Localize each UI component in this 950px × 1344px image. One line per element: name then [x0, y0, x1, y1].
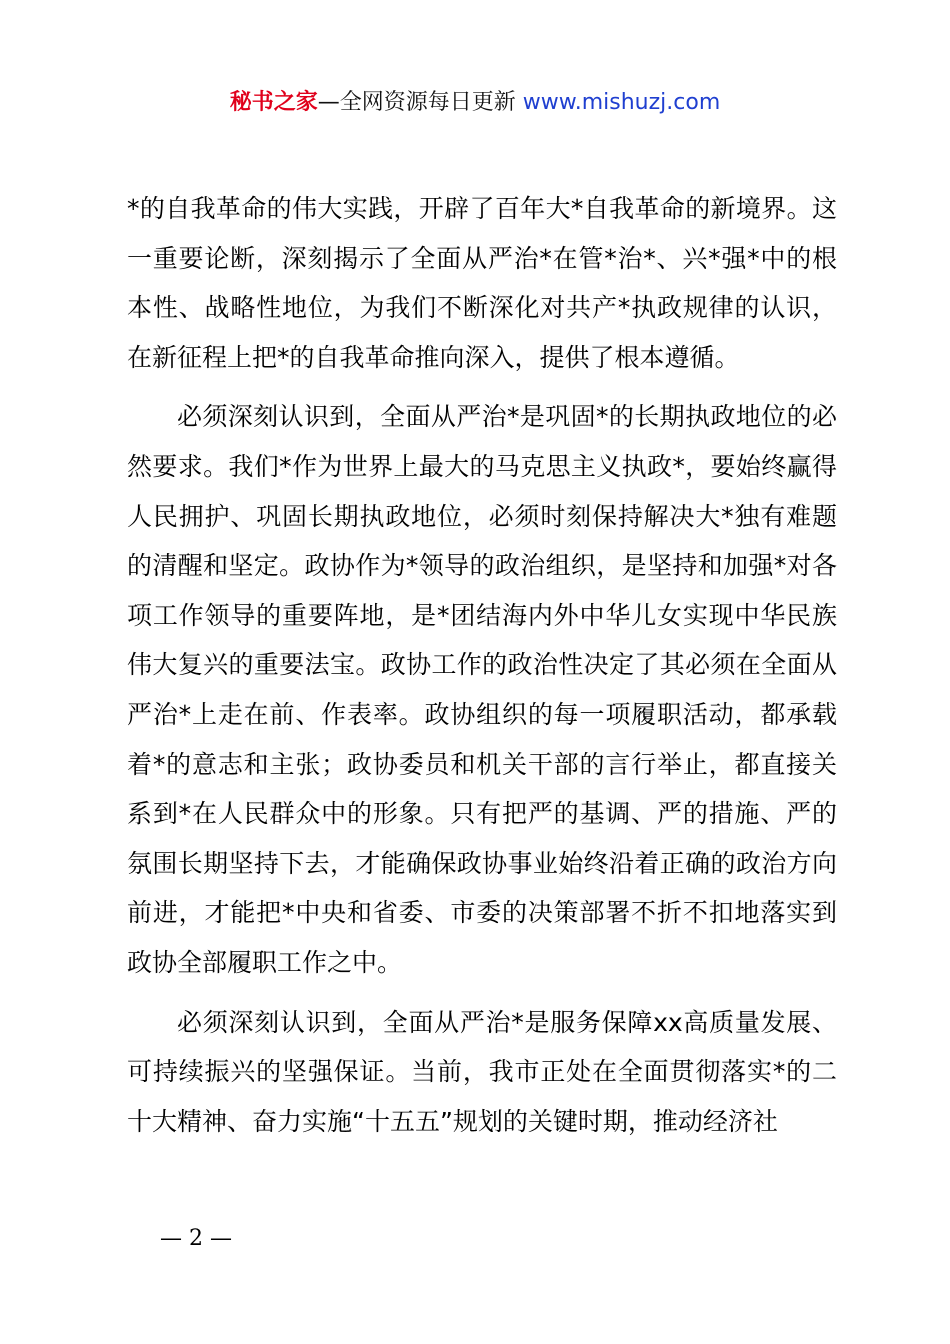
paragraph: 必须深刻认识到，全面从严治*是服务保障xx高质量发展、可持续振兴的坚强保证。当前，我市正处在全面贯彻落实*的二十大精神、奋力实施“十五五”规划的关键时期，推动经济社	[127, 1007, 837, 1136]
document-body	[127, 184, 837, 1146]
header-tagline: —全网资源每日更新	[317, 90, 516, 115]
site-url-link[interactable]: www.mishuzj.com	[522, 90, 721, 115]
paragraph: 必须深刻认识到，全面从严治*是巩固*的长期执政地位的必然要求。我们*作为世界上最大的马克思主义执政*，要始终赢得人民拥护、巩固长期执政地位，必须时刻保持解决大*独有难题的清醒和坚定。政协作为*领导的政治组织，是坚持和加强*对各项工作领导的重要阵地，是*团结海内外中华儿女实现中华民族伟大复兴的重要法宝。政协工作的政治性决定了其必须在全面从严治*上走在前、作表率。政协组织的每一项履职活动，都承载着*的意志和主张；政协委员和机关干部的言行举止，都直接关系到*在人民群众中的形象。只有把严的基调、严的措施、严的氛围长期坚持下去，才能确保政协事业始终沿着正确的政治方向前进，才能把*中央和省委、市委的决策部署不折不扣地落实到政协全部履职工作之中。	[127, 402, 837, 977]
brand-name: 秘书之家	[229, 90, 318, 115]
site-header	[0, 86, 950, 120]
paragraph-continued: *的自我革命的伟大实践，开辟了百年大*自我革命的新境界。这一重要论断，深刻揭示了全面从严治*在管*治*、兴*强*中的根本性、战略性地位，为我们不断深化对共产*执政规律的认识，在新征程上把*的自我革命推向深入，提供了根本遵循。	[127, 194, 837, 372]
page-number: — 2 —	[160, 1226, 232, 1251]
